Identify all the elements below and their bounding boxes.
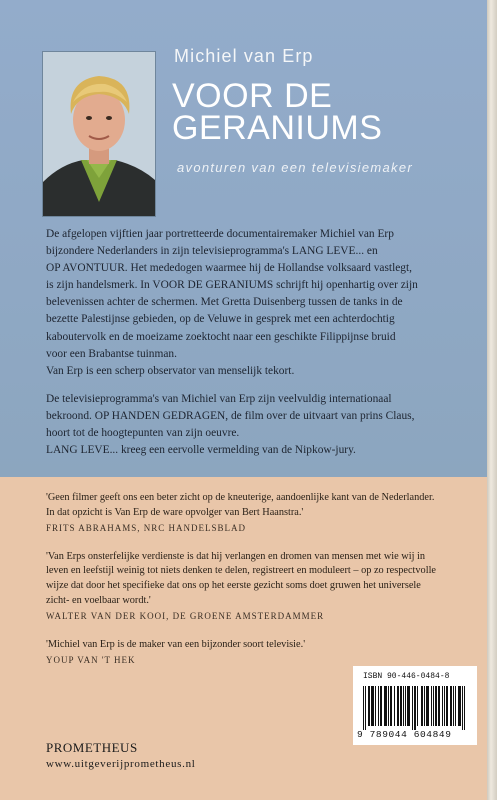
barcode-bar <box>372 686 373 726</box>
quote-line: zicht- en voelbaar wordt.' <box>46 594 151 606</box>
barcode-bar <box>390 686 391 726</box>
author-photo <box>43 52 155 216</box>
barcode-bar <box>436 686 437 726</box>
barcode-bar <box>409 686 410 726</box>
barcode-bar <box>438 686 439 726</box>
ean-number: 9 789044 604849 <box>357 729 452 740</box>
title-line-1: VOOR DE <box>172 77 333 115</box>
blurb-text <box>46 226 466 470</box>
barcode-bar <box>442 686 443 726</box>
barcode-bar <box>398 686 399 726</box>
barcode-bar <box>439 686 440 726</box>
barcode-bar <box>421 686 422 726</box>
barcode-bar <box>459 686 460 726</box>
quote-line: wijze dat door het specifieke dat ons op het eerste gezicht soms doet gruwen het universele <box>46 579 421 591</box>
barcode-bar <box>388 686 389 726</box>
blurb-line: kaboutervolk en de moeizame zoektocht naar een geschikte Filippijnse bruid <box>46 330 396 343</box>
barcode-bar <box>363 686 364 730</box>
blurb-line: OP AVONTUUR. Het mededogen waarmee hij de Hollandse volksaard vastlegt, <box>46 262 412 275</box>
barcode-bar <box>460 686 461 726</box>
barcode-bar <box>368 686 369 726</box>
barcode-bar <box>401 686 402 726</box>
barcode-bar <box>433 686 434 726</box>
blurb-line: is zijn handelsmerk. In VOOR DE GERANIUMS schrijft hij openhartig over zijn <box>46 279 418 292</box>
blurb-line: De afgelopen vijftien jaar portretteerde documentairemaker Michiel van Erp <box>46 228 394 240</box>
barcode-bar <box>450 686 451 726</box>
page-edge <box>487 0 497 800</box>
isbn-number: ISBN 90-446-0484-8 <box>363 672 450 681</box>
quote-line: leven en leefstijl weinig tot niets denken te delen, registreert en moduleert – op zo respectvolle <box>46 565 436 577</box>
barcode-bar <box>386 686 387 726</box>
barcode-bar <box>427 686 428 726</box>
quote-line: 'Geen filmer geeft ons een beter zicht op de kneuterige, aandoenlijke kant van de Nederlander. <box>46 492 435 503</box>
title-line-2: GERANIUMS <box>172 109 383 147</box>
barcode-bar <box>380 686 381 726</box>
blurb-line: LANG LEVE... kreeg een eervolle vermelding van de Nipkow-jury. <box>46 444 356 457</box>
barcode-icon <box>363 686 467 730</box>
author-portrait-icon <box>43 52 155 216</box>
barcode-bar <box>424 686 425 726</box>
barcode-bar <box>381 686 382 726</box>
publisher-logo: PROMETHEUS <box>46 740 138 755</box>
barcode-bar <box>405 686 406 726</box>
press-quote <box>46 550 471 624</box>
barcode-bar <box>426 686 427 726</box>
barcode-bar <box>412 686 413 730</box>
barcode-bar <box>385 686 386 726</box>
quote-line: 'Van Erps onsterfelijke verdienste is dat hij verlangen en dromen van mensen met wie wij in <box>46 550 426 562</box>
barcode-bar <box>422 686 423 726</box>
barcode-bar <box>446 686 447 726</box>
barcode-bar <box>414 686 415 730</box>
barcode-bar <box>371 686 372 726</box>
barcode-bar <box>462 686 463 730</box>
blurb-line: bezette Palestijnse gebieden, op de Veluwe in gesprek met een achterdochtig <box>46 313 395 326</box>
blurb-line: Van Erp is een scherp observator van menselijk tekort. <box>46 364 295 377</box>
barcode-bar <box>464 686 465 730</box>
barcode-bar <box>447 686 448 726</box>
barcode-bar <box>384 686 385 726</box>
quote-source: WALTER VAN DER KOOI, DE GROENE AMSTERDAMMER <box>46 611 325 622</box>
barcode-bar <box>391 686 392 726</box>
barcode-bar <box>365 686 366 730</box>
barcode-bar <box>403 686 404 726</box>
press-quote <box>46 491 471 536</box>
author-name: Michiel van Erp <box>174 46 314 66</box>
press-quote <box>46 638 471 668</box>
blurb-paragraph-2 <box>46 391 466 459</box>
blurb-line: bekroond. OP HANDEN GEDRAGEN, de film over de uitvaart van prins Claus, <box>46 409 415 422</box>
quote-line: 'Michiel van Erp is de maker van een bijzonder soort televisie.' <box>46 638 306 650</box>
barcode-bar <box>373 686 374 726</box>
barcode-bar <box>378 686 379 726</box>
barcode-bar <box>435 686 436 726</box>
blurb-line: hoort tot de hoogtepunten van zijn oeuvre. <box>46 427 240 440</box>
blurb-line: belevenissen achter de schermen. Met Gretta Duisenberg tussen de tanks in de <box>46 296 403 309</box>
barcode-bar <box>394 686 395 726</box>
barcode-bar <box>458 686 459 726</box>
blurb-line: bijzondere Nederlanders in zijn televisieprogramma's LANG LEVE... en <box>46 245 378 258</box>
barcode-bar <box>375 686 376 726</box>
barcode-bar <box>455 686 456 726</box>
barcode-bar <box>431 686 432 726</box>
barcode-bar <box>417 686 418 726</box>
barcode-bar <box>428 686 429 726</box>
barcode-bar <box>408 686 409 726</box>
blurb-line: voor een Brabantse tuinman. <box>46 347 177 360</box>
book-title <box>172 77 482 147</box>
barcode-bar <box>400 686 401 726</box>
quote-source: FRITS ABRAHAMS, NRC HANDELSBLAD <box>46 523 247 534</box>
barcode-bar <box>369 686 370 726</box>
barcode-bar <box>453 686 454 726</box>
publisher-website: www.uitgeverijprometheus.nl <box>46 758 196 770</box>
book-subtitle: avonturen van een televisiemaker <box>177 160 413 175</box>
quote-source: YOUP VAN 'T HEK <box>46 655 136 666</box>
blurb-paragraph-1 <box>46 226 466 380</box>
barcode-bar <box>415 686 416 730</box>
press-quotes <box>46 491 471 682</box>
barcode-bar <box>397 686 398 726</box>
quote-line: In dat opzicht is Van Erp de ware opvolger van Bert Haanstra.' <box>46 506 304 518</box>
barcode-bar <box>407 686 408 726</box>
blurb-line: De televisieprogramma's van Michiel van Erp zijn veelvuldig internationaal <box>46 392 392 405</box>
barcode-bar <box>451 686 452 726</box>
barcode-bar <box>444 686 445 726</box>
barcode-panel <box>353 666 477 745</box>
